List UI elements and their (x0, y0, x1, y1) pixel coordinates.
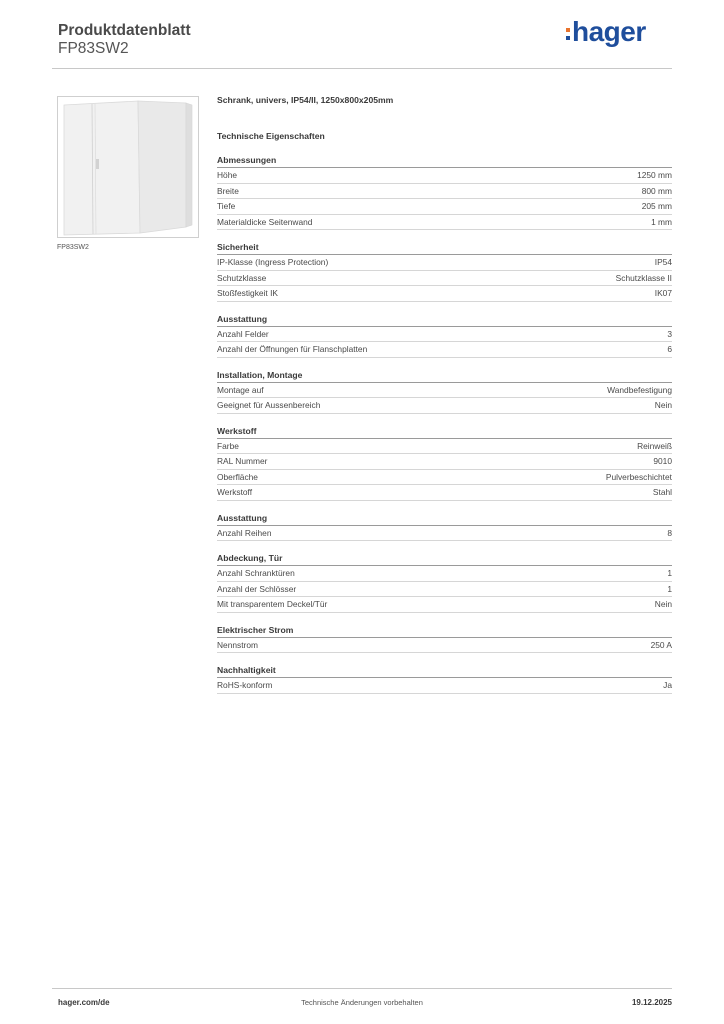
property-value: 8 (667, 527, 672, 538)
property-label: Breite (217, 185, 239, 196)
property-row (217, 678, 672, 694)
property-row (217, 454, 672, 470)
footer-disclaimer: Technische Änderungen vorbehalten (301, 998, 423, 1007)
section-heading: Installation, Montage (217, 370, 672, 383)
property-value: 1 (667, 583, 672, 594)
property-section (217, 665, 672, 694)
property-row (217, 327, 672, 343)
product-image (57, 96, 199, 238)
section-heading: Werkstoff (217, 426, 672, 439)
property-value: 1 mm (651, 216, 672, 227)
property-label: RAL Nummer (217, 456, 268, 466)
property-row (217, 199, 672, 215)
property-row (217, 470, 672, 486)
article-number: FP83SW2 (58, 40, 129, 57)
property-row (217, 485, 672, 501)
property-value: Schutzklasse II (615, 272, 672, 283)
property-section (217, 155, 672, 230)
property-label: Farbe (217, 440, 239, 451)
property-value: 800 mm (641, 185, 672, 196)
footer-date: 19.12.2025 (631, 998, 672, 1007)
logo-text: hager (572, 16, 646, 47)
property-row (217, 184, 672, 200)
property-row (217, 582, 672, 598)
property-label: Oberfläche (217, 471, 258, 482)
property-label: Höhe (217, 170, 238, 180)
footer-divider (52, 988, 672, 989)
property-row (217, 398, 672, 414)
property-label: Geeignet für Aussenbereich (217, 400, 321, 410)
property-section (217, 553, 672, 613)
product-title: Schrank, univers, IP54/II, 1250x800x205mm (217, 95, 394, 105)
property-label: Nennstrom (217, 639, 258, 650)
property-label: Schutzklasse (217, 272, 267, 283)
property-value: IP54 (654, 257, 672, 267)
property-value: 1 (667, 568, 672, 578)
property-section (217, 314, 672, 358)
section-heading: Abmessungen (217, 155, 672, 168)
property-value: Pulverbeschichtet (605, 471, 672, 482)
property-label: IP-Klasse (Ingress Protection) (217, 257, 329, 267)
property-label: Anzahl der Öffnungen für Flanschplatten (217, 344, 368, 354)
properties-heading: Technische Eigenschaften (217, 131, 325, 141)
property-row (217, 439, 672, 455)
property-label: Materialdicke Seitenwand (217, 216, 313, 227)
property-label: Anzahl Schranktüren (217, 568, 295, 578)
property-value: Wandbefestigung (607, 384, 672, 395)
property-row (217, 597, 672, 613)
hager-logo (566, 16, 646, 48)
property-value: 3 (667, 328, 672, 339)
section-heading: Abdeckung, Tür (217, 553, 672, 566)
property-value: Nein (654, 400, 672, 410)
logo-dots-icon (566, 28, 570, 40)
property-label: Mit transparentem Deckel/Tür (217, 599, 328, 609)
property-sections (217, 155, 672, 694)
image-caption: FP83SW2 (57, 244, 89, 251)
footer-website: hager.com/de (58, 998, 110, 1007)
property-section (217, 625, 672, 654)
property-label: Werkstoff (217, 487, 253, 497)
property-value: 205 mm (641, 201, 672, 211)
section-heading: Sicherheit (217, 242, 672, 255)
property-row (217, 342, 672, 358)
property-value: Ja (663, 680, 672, 690)
property-value: Nein (654, 599, 672, 609)
property-value: 9010 (653, 456, 672, 466)
property-section (217, 242, 672, 302)
property-value: IK07 (654, 288, 672, 298)
cabinet-illustration-icon (58, 97, 198, 237)
property-section (217, 426, 672, 501)
property-row (217, 271, 672, 287)
property-label: Anzahl Reihen (217, 527, 272, 538)
property-value: 6 (667, 344, 672, 354)
property-value: 250 A (650, 639, 672, 650)
property-row (217, 566, 672, 582)
property-row (217, 526, 672, 542)
property-row (217, 168, 672, 184)
section-heading: Ausstattung (217, 314, 672, 327)
properties-content (217, 95, 672, 694)
property-row (217, 215, 672, 231)
property-value: Reinweiß (637, 440, 672, 451)
property-label: Tiefe (217, 201, 236, 211)
property-section (217, 513, 672, 542)
header-divider (52, 68, 672, 69)
property-section (217, 370, 672, 414)
property-row (217, 638, 672, 654)
property-row (217, 255, 672, 271)
property-label: Stoßfestigkeit IK (217, 288, 278, 298)
property-row (217, 383, 672, 399)
section-heading: Elektrischer Strom (217, 625, 672, 638)
property-row (217, 286, 672, 302)
property-label: RoHS-konform (217, 680, 273, 690)
section-heading: Nachhaltigkeit (217, 665, 672, 678)
property-label: Anzahl der Schlösser (217, 583, 297, 594)
property-value: 1250 mm (637, 170, 672, 180)
property-value: Stahl (652, 487, 672, 497)
property-label: Montage auf (217, 384, 264, 395)
section-heading: Ausstattung (217, 513, 672, 526)
page-title: Produktdatenblatt (58, 22, 191, 39)
property-label: Anzahl Felder (217, 328, 269, 339)
